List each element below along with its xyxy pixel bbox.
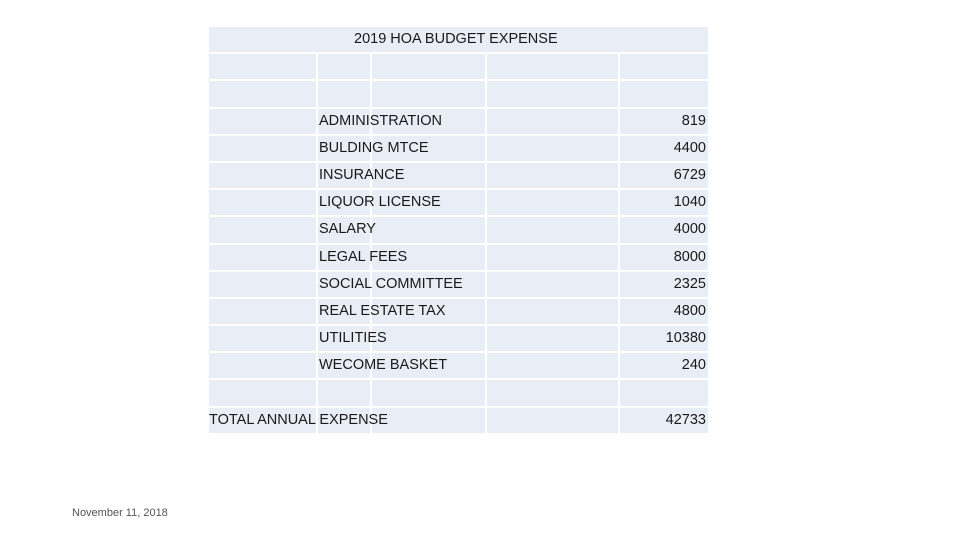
expense-label: WECOME BASKET	[319, 357, 448, 374]
expense-amount: 1040	[673, 194, 706, 211]
expense-row	[209, 299, 708, 326]
expense-row	[209, 163, 708, 190]
expense-label: SOCIAL COMMITTEE	[319, 275, 463, 292]
expense-amount: 4400	[673, 139, 706, 156]
total-label: TOTAL ANNUAL EXPENSE	[209, 411, 388, 428]
budget-table	[209, 27, 708, 435]
expense-label: ADMINISTRATION	[319, 112, 442, 129]
expense-row	[209, 190, 708, 217]
expense-amount: 2325	[673, 275, 706, 292]
expense-label: SALARY	[319, 221, 376, 238]
expense-row	[209, 136, 708, 163]
title-row	[209, 27, 708, 54]
expense-label: UTILITIES	[319, 330, 387, 347]
expense-amount: 10380	[665, 330, 706, 347]
expense-label: LIQUOR LICENSE	[319, 194, 441, 211]
expense-row	[209, 245, 708, 272]
total-amount: 42733	[665, 411, 706, 428]
expense-label: LEGAL FEES	[319, 248, 408, 265]
expense-amount: 819	[681, 112, 706, 129]
expense-row	[209, 353, 708, 380]
expense-amount: 240	[681, 357, 706, 374]
expense-row	[209, 217, 708, 244]
expense-row	[209, 109, 708, 136]
expense-label: INSURANCE	[319, 166, 405, 183]
expense-label: REAL ESTATE TAX	[319, 302, 446, 319]
empty-row	[209, 54, 708, 81]
expense-amount: 8000	[673, 248, 706, 265]
expense-row	[209, 326, 708, 353]
total-row	[209, 408, 708, 435]
expense-row	[209, 272, 708, 299]
empty-row	[209, 380, 708, 407]
empty-row	[209, 81, 708, 108]
expense-amount: 6729	[673, 166, 706, 183]
expense-amount: 4800	[673, 302, 706, 319]
expense-amount: 4000	[673, 221, 706, 238]
table-title: 2019 HOA BUDGET EXPENSE	[354, 31, 558, 47]
footer-date: November 11, 2018	[72, 507, 168, 519]
expense-label: BULDING MTCE	[319, 139, 429, 156]
